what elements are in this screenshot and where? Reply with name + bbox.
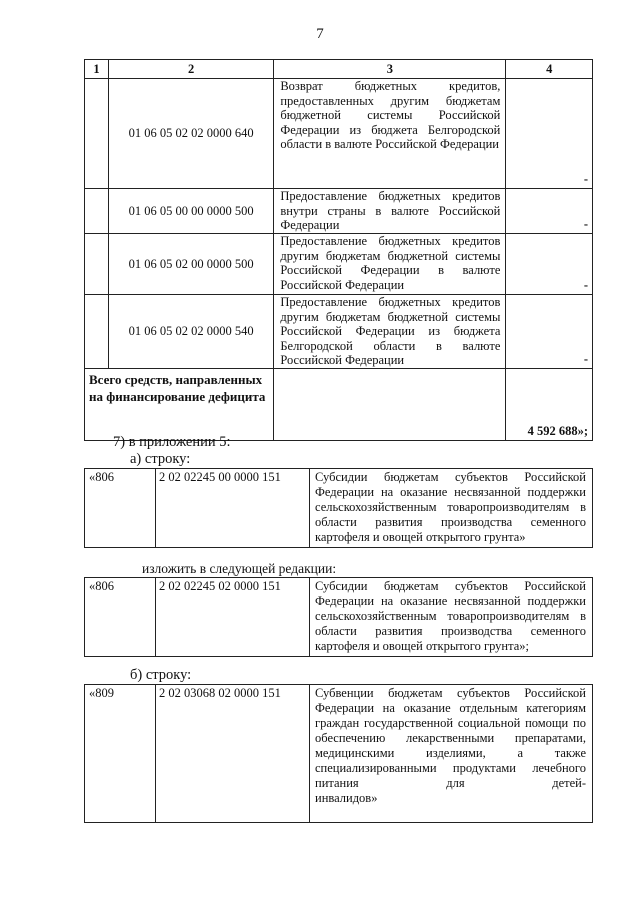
header-col-4: 4	[506, 60, 593, 79]
row-original-806-table	[84, 468, 593, 548]
revenue-description	[310, 578, 593, 657]
budget-code: 01 06 05 00 00 0000 500	[108, 189, 273, 234]
total-value: 4 592 688»;	[506, 369, 593, 441]
revenue-code: 2 02 02245 02 0000 151	[156, 578, 310, 657]
table-row	[85, 189, 593, 234]
revenue-description	[310, 469, 593, 548]
row-number-cell	[85, 189, 109, 234]
header-col-3: 3	[274, 60, 506, 79]
item-b-label: б) строку:	[130, 667, 192, 683]
total-label: Всего средств, направленных на финансирование дефицита	[85, 369, 274, 441]
row-value: -	[506, 79, 593, 189]
total-row	[85, 369, 593, 441]
row-value: -	[506, 234, 593, 295]
row-description: Предоставление бюджетных кредитов другим бюджетам бюджетной системы Российской Федерации в валюте Российской Федерации	[274, 234, 506, 295]
sources-financing-table	[84, 59, 593, 441]
header-col-1: 1	[85, 60, 109, 79]
row-description: Предоставление бюджетных кредитов внутри страны в валюте Российской Федерации	[274, 189, 506, 234]
row-value: -	[506, 189, 593, 234]
row-number-cell	[85, 295, 109, 369]
table-header-row	[85, 60, 593, 79]
row-original-809-table	[84, 684, 593, 823]
item-a-label: а) строку:	[130, 451, 191, 467]
table-row	[85, 578, 593, 657]
description-last-line: картофеля и овощей открытого грунта»	[315, 530, 526, 544]
table-row	[85, 234, 593, 295]
row-number-cell	[85, 234, 109, 295]
revenue-code: 2 02 02245 00 0000 151	[156, 469, 310, 548]
description-last-line: инвалидов»	[315, 791, 378, 805]
header-col-2: 2	[108, 60, 273, 79]
description-main: Субвенции бюджетам субъектов Российской Федерации на оказание отдельным категориям граждан государственной социальной помощи по обеспечению лекарственными препаратами, медицинскими изделиями, а также специализированными продуктами лечебного питания для детей-	[315, 686, 586, 790]
table-row	[85, 685, 593, 823]
table-row	[85, 469, 593, 548]
admin-code: «809	[85, 685, 156, 823]
description-main: Субсидии бюджетам субъектов Российской Федерации на оказание несвязанной поддержки сельскохозяйственным товаропроизводителям в области развития производства семенного	[315, 470, 586, 529]
table-row	[85, 295, 593, 369]
row-number-cell	[85, 79, 109, 189]
budget-code: 01 06 05 02 00 0000 500	[108, 234, 273, 295]
admin-code: «806	[85, 469, 156, 548]
row-new-806-table	[84, 577, 593, 657]
row-value: -	[506, 295, 593, 369]
table-row	[85, 79, 593, 189]
description-main: Субсидии бюджетам субъектов Российской Федерации на оказание несвязанной поддержки сельскохозяйственным товаропроизводителям в области развития производства семенного	[315, 579, 586, 638]
budget-code: 01 06 05 02 02 0000 640	[108, 79, 273, 189]
row-description: Возврат бюджетных кредитов, предоставленных другим бюджетам бюджетной системы Российской Федерации из бюджета Белгородской области в валюте Российской Федерации	[274, 79, 506, 189]
revenue-description	[310, 685, 593, 823]
page-number: 7	[316, 26, 324, 42]
budget-code: 01 06 05 02 02 0000 540	[108, 295, 273, 369]
admin-code: «806	[85, 578, 156, 657]
description-last-line: картофеля и овощей открытого грунта»;	[315, 639, 529, 653]
total-empty-cell	[274, 369, 506, 441]
row-description: Предоставление бюджетных кредитов другим бюджетам бюджетной системы Российской Федерации из бюджета Белгородской области в валюте Российской Федерации	[274, 295, 506, 369]
revenue-code: 2 02 03068 02 0000 151	[156, 685, 310, 823]
section-7-heading: 7) в приложении 5:	[113, 434, 231, 450]
edit-instruction: изложить в следующей редакции:	[142, 561, 337, 576]
